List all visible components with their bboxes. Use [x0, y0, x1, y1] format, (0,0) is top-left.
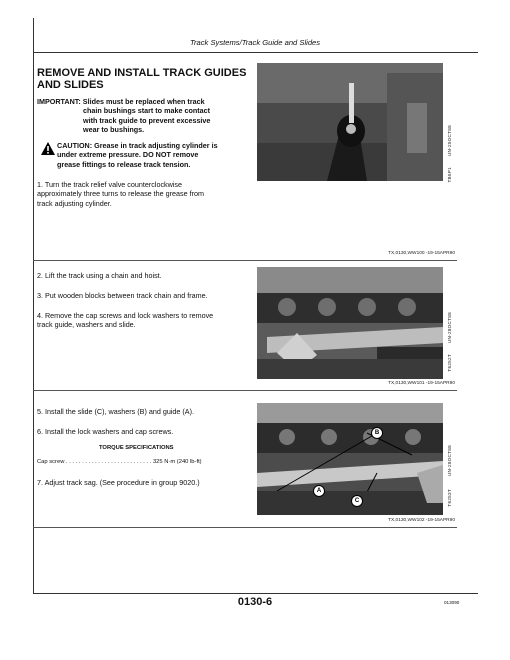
- section-install-slide: [33, 393, 457, 528]
- step-3: 3. Put wooden blocks between track chain and frame.: [37, 291, 208, 300]
- step-7: 7. Adjust track sag. (See procedure in group 9020.): [37, 478, 200, 487]
- photo-2-side-code-b: UN-28OCT88: [447, 312, 452, 344]
- warning-icon: [41, 142, 55, 160]
- step-5: 5. Install the slide (C), washers (B) and guide (A).: [37, 407, 194, 416]
- callout-c: C: [351, 495, 363, 507]
- important-note: IMPORTANT: Slides must be replaced when track chain bushings start to make contact with track guide to prevent excessive wear to bushings.: [37, 97, 211, 135]
- torque-specifications-title: TORQUE SPECIFICATIONS: [99, 445, 174, 451]
- photo-3-side-code-a: T6253T: [447, 489, 452, 507]
- photo-1-side-code-a: TB5P1: [447, 167, 452, 183]
- slide-washer-guide-photo: [257, 403, 443, 515]
- callout-b: B: [371, 427, 383, 439]
- step-1: 1. Turn the track relief valve counterclockwise approximately three turns to release the grease from track adjusting cylinder.: [37, 180, 204, 208]
- footer-code: 013090: [444, 600, 460, 605]
- section-lift-track: [33, 262, 457, 391]
- callout-a: A: [313, 485, 325, 497]
- step-6: 6. Install the lock washers and cap screws.: [37, 427, 174, 436]
- section-3-reference: TX,0130,WW102 -19-15APR90: [388, 518, 455, 523]
- photo-1-side-code-b: UN-25OCT88: [447, 125, 452, 157]
- section-1-reference: TX,0130,WW100 -19-15APR90: [388, 251, 455, 256]
- photo-2-side-code-a: T6252T: [447, 354, 452, 372]
- track-guide-removal-photo: [257, 267, 443, 379]
- step-2: 2. Lift the track using a chain and hoist.: [37, 271, 162, 280]
- page-number: 0130-6: [237, 596, 273, 608]
- footer-rule: [33, 593, 478, 594]
- section-heading: REMOVE AND INSTALL TRACK GUIDES AND SLIDES: [37, 67, 247, 91]
- section-remove-install: [33, 55, 457, 261]
- caution-note: CAUTION: Grease in track adjusting cylinder is under extreme pressure. DO NOT remove grease fittings to release track tension.: [57, 141, 218, 169]
- header-rule: [33, 52, 478, 53]
- page-header-title: Track Systems/Track Guide and Slides: [189, 38, 321, 47]
- track-relief-valve-photo: [257, 63, 443, 181]
- section-2-reference: TX,0130,WW101 -19-15APR90: [388, 381, 455, 386]
- step-4: 4. Remove the cap screws and lock washers to remove track guide, washers and slide.: [37, 311, 214, 330]
- torque-specification-row: Cap screw . . . . . . . . . . . . . . . . . . . . . . . . . . . 325 N·m (240 lb-ft): [37, 459, 202, 465]
- photo-3-side-code-b: UN-28OCT88: [447, 445, 452, 477]
